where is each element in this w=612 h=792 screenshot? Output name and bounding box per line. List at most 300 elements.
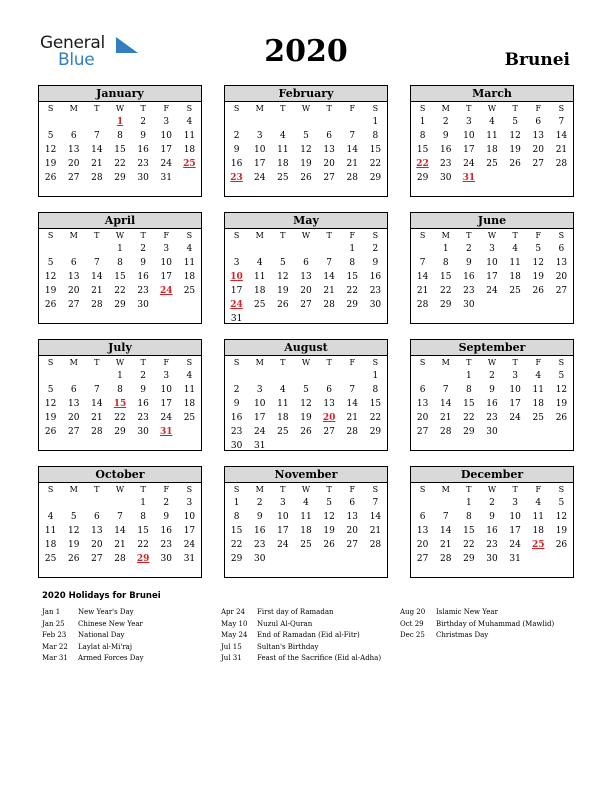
day-cell: 18: [300, 526, 312, 536]
empty-day-cell: [155, 298, 178, 312]
day-cell: 14: [416, 272, 429, 282]
weekday-label: S: [233, 231, 240, 240]
empty-day-cell: [527, 425, 550, 439]
weekday-label: T: [326, 485, 332, 494]
day-cell: 21: [91, 286, 103, 296]
weekday-label: S: [558, 358, 565, 367]
week-row: [39, 496, 201, 510]
day-cell: 19: [300, 413, 312, 423]
day-cell: 31: [509, 554, 521, 564]
week-row: [39, 538, 201, 552]
day-cell: 6: [535, 117, 542, 127]
day-cell: 19: [323, 526, 335, 536]
month-title: November: [225, 467, 387, 483]
holiday-day-cell: 29: [136, 554, 150, 564]
day-cell: 3: [489, 244, 495, 254]
empty-day-cell: [85, 369, 108, 383]
holiday-name: Christmas Day: [436, 631, 489, 639]
weekday-label: T: [512, 485, 518, 494]
day-cell: 29: [463, 554, 475, 564]
holiday-entry: [221, 630, 411, 642]
empty-day-cell: [62, 369, 85, 383]
day-cell: 31: [230, 314, 243, 324]
day-cell: 29: [369, 427, 382, 437]
empty-day-cell: [248, 312, 271, 326]
weekday-label: F: [535, 104, 542, 113]
week-row: [411, 496, 573, 510]
day-cell: 23: [160, 540, 172, 550]
weekday-label: S: [47, 358, 54, 367]
day-cell: 22: [114, 159, 126, 169]
empty-day-cell: [248, 242, 271, 256]
empty-day-cell: [62, 496, 85, 510]
day-cell: 24: [277, 540, 289, 550]
day-cell: 20: [300, 286, 312, 296]
weekday-label: F: [349, 104, 356, 113]
holidays-column: [221, 607, 411, 665]
day-cell: 5: [47, 258, 54, 268]
day-cell: 6: [70, 385, 77, 395]
day-cell: 7: [419, 258, 426, 268]
week-row: [39, 383, 201, 397]
weekday-label: S: [419, 485, 426, 494]
day-cell: 18: [277, 159, 289, 169]
day-cell: 27: [67, 173, 80, 183]
day-cell: 21: [346, 159, 358, 169]
day-cell: 20: [91, 540, 103, 550]
week-row: [225, 143, 387, 157]
day-cell: 23: [486, 540, 498, 550]
day-cell: 18: [183, 272, 196, 282]
month-title: October: [39, 467, 201, 483]
week-row: [225, 552, 387, 566]
week-row: [39, 510, 201, 524]
week-row: [411, 143, 573, 157]
day-cell: 18: [183, 399, 196, 409]
day-cell: 13: [91, 526, 103, 536]
week-row: [225, 510, 387, 524]
day-cell: 4: [279, 131, 286, 141]
week-row: [225, 312, 387, 326]
day-cell: 4: [512, 244, 518, 254]
weekday-header-row: [225, 483, 387, 496]
day-cell: 22: [230, 540, 243, 550]
day-cell: 30: [439, 173, 452, 183]
day-cell: 29: [114, 427, 126, 437]
empty-day-cell: [318, 439, 341, 453]
week-row: [411, 115, 573, 129]
day-cell: 8: [140, 512, 146, 522]
day-cell: 9: [163, 512, 170, 522]
week-row: [39, 171, 201, 185]
day-cell: 30: [137, 173, 149, 183]
week-row: [225, 439, 387, 453]
day-cell: 5: [279, 258, 286, 268]
day-cell: 11: [277, 399, 289, 409]
day-cell: 22: [114, 286, 126, 296]
weekday-label: M: [441, 485, 450, 494]
holiday-name: Armed Forces Day: [78, 654, 144, 662]
day-cell: 27: [67, 300, 80, 310]
day-cell: 20: [416, 540, 429, 550]
day-cell: 2: [489, 498, 495, 508]
weekday-label: W: [301, 231, 311, 240]
day-cell: 20: [67, 413, 80, 423]
empty-day-cell: [434, 496, 457, 510]
empty-day-cell: [85, 496, 108, 510]
day-cell: 25: [532, 413, 544, 423]
weekday-label: T: [94, 104, 100, 113]
weekday-label: M: [441, 231, 450, 240]
weekday-label: M: [255, 104, 264, 113]
day-cell: 26: [277, 300, 289, 310]
day-cell: 25: [183, 286, 196, 296]
day-cell: 7: [442, 385, 449, 395]
weekday-label: W: [115, 358, 125, 367]
weekday-header-row: [225, 356, 387, 369]
holiday-day-cell: 31: [462, 173, 476, 183]
weekday-label: W: [115, 104, 125, 113]
holiday-day-cell: 15: [113, 399, 127, 409]
weekday-label: F: [535, 485, 542, 494]
week-row: [411, 538, 573, 552]
day-cell: 28: [323, 300, 335, 310]
day-cell: 2: [489, 371, 495, 381]
day-cell: 13: [416, 526, 429, 536]
week-row: [411, 284, 573, 298]
day-cell: 9: [489, 385, 495, 395]
day-cell: 29: [416, 173, 429, 183]
day-cell: 3: [279, 498, 286, 508]
holiday-entry: [221, 619, 411, 631]
day-cell: 28: [346, 427, 358, 437]
week-row: [39, 256, 201, 270]
day-cell: 21: [416, 286, 429, 296]
weekday-header-row: [225, 229, 387, 242]
day-cell: 13: [323, 145, 335, 155]
day-cell: 7: [93, 258, 100, 268]
day-cell: 21: [323, 286, 335, 296]
day-cell: 17: [230, 286, 243, 296]
day-cell: 14: [346, 399, 358, 409]
week-row: [411, 552, 573, 566]
day-cell: 23: [486, 413, 498, 423]
day-cell: 14: [91, 272, 103, 282]
day-cell: 8: [117, 258, 123, 268]
weekday-label: S: [419, 358, 426, 367]
weekday-label: T: [280, 231, 286, 240]
day-cell: 13: [416, 399, 429, 409]
day-cell: 30: [137, 300, 149, 310]
weekday-label: S: [186, 485, 193, 494]
day-cell: 7: [442, 512, 449, 522]
day-cell: 16: [369, 272, 382, 282]
day-cell: 14: [439, 526, 452, 536]
month-october: [38, 466, 202, 578]
day-cell: 14: [369, 512, 382, 522]
day-cell: 27: [67, 427, 80, 437]
weekday-label: F: [349, 485, 356, 494]
weekday-label: T: [140, 104, 146, 113]
day-cell: 13: [346, 512, 358, 522]
holiday-entry: [400, 607, 590, 619]
day-cell: 10: [253, 145, 266, 155]
day-cell: 24: [486, 286, 498, 296]
day-cell: 28: [114, 554, 126, 564]
day-cell: 25: [183, 413, 196, 423]
logo-text-general: General: [40, 33, 105, 53]
holiday-name: National Day: [78, 631, 125, 639]
day-cell: 1: [419, 117, 426, 127]
empty-day-cell: [248, 369, 271, 383]
day-cell: 31: [183, 554, 196, 564]
day-cell: 16: [253, 526, 266, 536]
day-cell: 12: [277, 272, 289, 282]
day-cell: 21: [439, 540, 452, 550]
week-row: [411, 242, 573, 256]
empty-day-cell: [271, 115, 294, 129]
holiday-date: Jul 15: [221, 642, 242, 651]
week-row: [225, 369, 387, 383]
empty-day-cell: [341, 439, 364, 453]
day-cell: 7: [93, 385, 100, 395]
logo-text-blue: Blue: [58, 50, 95, 70]
month-december: [410, 466, 574, 578]
day-cell: 16: [160, 526, 172, 536]
week-row: [225, 397, 387, 411]
week-row: [39, 411, 201, 425]
week-row: [39, 552, 201, 566]
holiday-entry: [42, 607, 232, 619]
day-cell: 11: [183, 385, 196, 395]
empty-day-cell: [364, 439, 387, 453]
day-cell: 27: [416, 554, 429, 564]
weekday-label: W: [487, 231, 497, 240]
weekday-label: S: [558, 485, 565, 494]
day-cell: 26: [67, 554, 80, 564]
day-cell: 14: [91, 145, 103, 155]
weekday-label: T: [280, 104, 286, 113]
weekday-label: T: [512, 358, 518, 367]
holiday-date: Aug 20: [400, 608, 426, 616]
day-cell: 9: [140, 258, 146, 268]
day-cell: 10: [160, 385, 172, 395]
day-cell: 12: [532, 258, 544, 268]
holidays-title: 2020 Holidays for Brunei: [42, 591, 161, 601]
weekday-label: T: [326, 358, 332, 367]
day-cell: 23: [137, 286, 149, 296]
empty-day-cell: [341, 312, 364, 326]
empty-day-cell: [318, 369, 341, 383]
day-cell: 11: [532, 512, 544, 522]
day-cell: 6: [419, 512, 426, 522]
day-cell: 19: [44, 159, 57, 169]
week-row: [39, 298, 201, 312]
week-row: [225, 496, 387, 510]
weekday-header-row: [39, 102, 201, 115]
day-cell: 28: [91, 427, 103, 437]
weekday-header-row: [411, 229, 573, 242]
day-cell: 6: [419, 385, 426, 395]
week-row: [225, 383, 387, 397]
day-cell: 10: [509, 385, 521, 395]
day-cell: 24: [463, 159, 475, 169]
day-cell: 2: [140, 117, 146, 127]
day-cell: 30: [486, 427, 498, 437]
day-cell: 14: [91, 399, 103, 409]
day-cell: 11: [300, 512, 312, 522]
empty-day-cell: [341, 369, 364, 383]
weekday-label: M: [441, 104, 450, 113]
day-cell: 24: [253, 173, 266, 183]
week-row: [411, 298, 573, 312]
day-cell: 17: [463, 145, 475, 155]
week-row: [411, 411, 573, 425]
day-cell: 11: [183, 258, 196, 268]
weekday-label: S: [419, 231, 426, 240]
day-cell: 5: [535, 244, 542, 254]
month-june: [410, 212, 574, 324]
weekday-label: F: [535, 358, 542, 367]
holiday-date: May 24: [221, 631, 248, 639]
day-cell: 19: [277, 286, 289, 296]
empty-day-cell: [178, 425, 201, 439]
day-cell: 4: [279, 385, 286, 395]
day-cell: 21: [91, 159, 103, 169]
day-cell: 7: [93, 131, 100, 141]
day-cell: 19: [509, 145, 521, 155]
day-cell: 3: [256, 131, 263, 141]
weekday-label: T: [280, 358, 286, 367]
day-cell: 26: [300, 173, 312, 183]
day-cell: 23: [137, 413, 149, 423]
empty-day-cell: [39, 496, 62, 510]
day-cell: 12: [44, 272, 57, 282]
week-row: [225, 524, 387, 538]
week-row: [411, 510, 573, 524]
day-cell: 9: [256, 512, 263, 522]
day-cell: 15: [346, 272, 358, 282]
weekday-label: S: [558, 104, 565, 113]
day-cell: 12: [555, 512, 568, 522]
day-cell: 24: [160, 413, 172, 423]
empty-day-cell: [550, 425, 573, 439]
day-cell: 9: [465, 258, 472, 268]
day-cell: 7: [349, 385, 356, 395]
day-cell: 21: [114, 540, 126, 550]
day-cell: 16: [486, 526, 498, 536]
month-title: July: [39, 340, 201, 356]
day-cell: 28: [346, 173, 358, 183]
month-january: [38, 85, 202, 197]
weekday-label: S: [558, 231, 565, 240]
weekday-label: T: [94, 231, 100, 240]
day-cell: 4: [535, 371, 542, 381]
day-cell: 20: [67, 286, 80, 296]
day-cell: 26: [44, 427, 57, 437]
week-row: [225, 115, 387, 129]
weekday-label: F: [163, 485, 170, 494]
day-cell: 4: [186, 371, 193, 381]
week-row: [39, 115, 201, 129]
day-cell: 1: [442, 244, 449, 254]
day-cell: 30: [160, 554, 172, 564]
day-cell: 5: [512, 117, 518, 127]
month-title: June: [411, 213, 573, 229]
holiday-entry: [42, 630, 232, 642]
day-cell: 30: [369, 300, 382, 310]
week-row: [39, 369, 201, 383]
day-cell: 7: [558, 117, 565, 127]
weekday-label: F: [163, 104, 170, 113]
weekday-label: T: [512, 104, 518, 113]
empty-day-cell: [318, 115, 341, 129]
week-row: [39, 524, 201, 538]
weekday-label: M: [255, 485, 264, 494]
empty-day-cell: [225, 369, 248, 383]
holiday-date: Jan 1: [42, 608, 61, 616]
empty-day-cell: [364, 552, 387, 566]
day-cell: 4: [47, 512, 54, 522]
weekday-label: T: [466, 485, 472, 494]
day-cell: 17: [183, 526, 196, 536]
day-cell: 21: [439, 413, 452, 423]
empty-day-cell: [550, 552, 573, 566]
holiday-entry: [221, 607, 411, 619]
week-row: [411, 129, 573, 143]
day-cell: 19: [300, 159, 312, 169]
day-cell: 1: [372, 371, 379, 381]
weekday-label: S: [372, 358, 379, 367]
day-cell: 10: [183, 512, 196, 522]
day-cell: 8: [372, 131, 379, 141]
weekday-label: M: [255, 231, 264, 240]
day-cell: 11: [253, 272, 266, 282]
day-cell: 8: [117, 131, 123, 141]
empty-day-cell: [550, 171, 573, 185]
weekday-label: S: [372, 485, 379, 494]
calendar-year: 2020: [264, 34, 348, 69]
week-row: [225, 270, 387, 284]
day-cell: 25: [509, 286, 521, 296]
day-cell: 31: [253, 441, 266, 451]
day-cell: 31: [160, 173, 172, 183]
holidays-column: [400, 607, 590, 642]
day-cell: 29: [439, 300, 452, 310]
day-cell: 5: [558, 498, 565, 508]
day-cell: 21: [555, 145, 568, 155]
weekday-label: F: [163, 358, 170, 367]
day-cell: 13: [67, 145, 80, 155]
empty-day-cell: [504, 171, 527, 185]
day-cell: 23: [463, 286, 475, 296]
day-cell: 28: [416, 300, 429, 310]
day-cell: 8: [465, 385, 472, 395]
day-cell: 9: [233, 399, 240, 409]
day-cell: 22: [463, 540, 475, 550]
day-cell: 28: [555, 159, 568, 169]
empty-day-cell: [225, 242, 248, 256]
day-cell: 16: [439, 145, 452, 155]
day-cell: 17: [253, 159, 266, 169]
month-title: August: [225, 340, 387, 356]
day-cell: 26: [532, 286, 544, 296]
empty-day-cell: [294, 115, 317, 129]
day-cell: 25: [44, 554, 57, 564]
holiday-date: Dec 25: [400, 631, 425, 639]
day-cell: 3: [163, 371, 170, 381]
day-cell: 23: [230, 427, 243, 437]
